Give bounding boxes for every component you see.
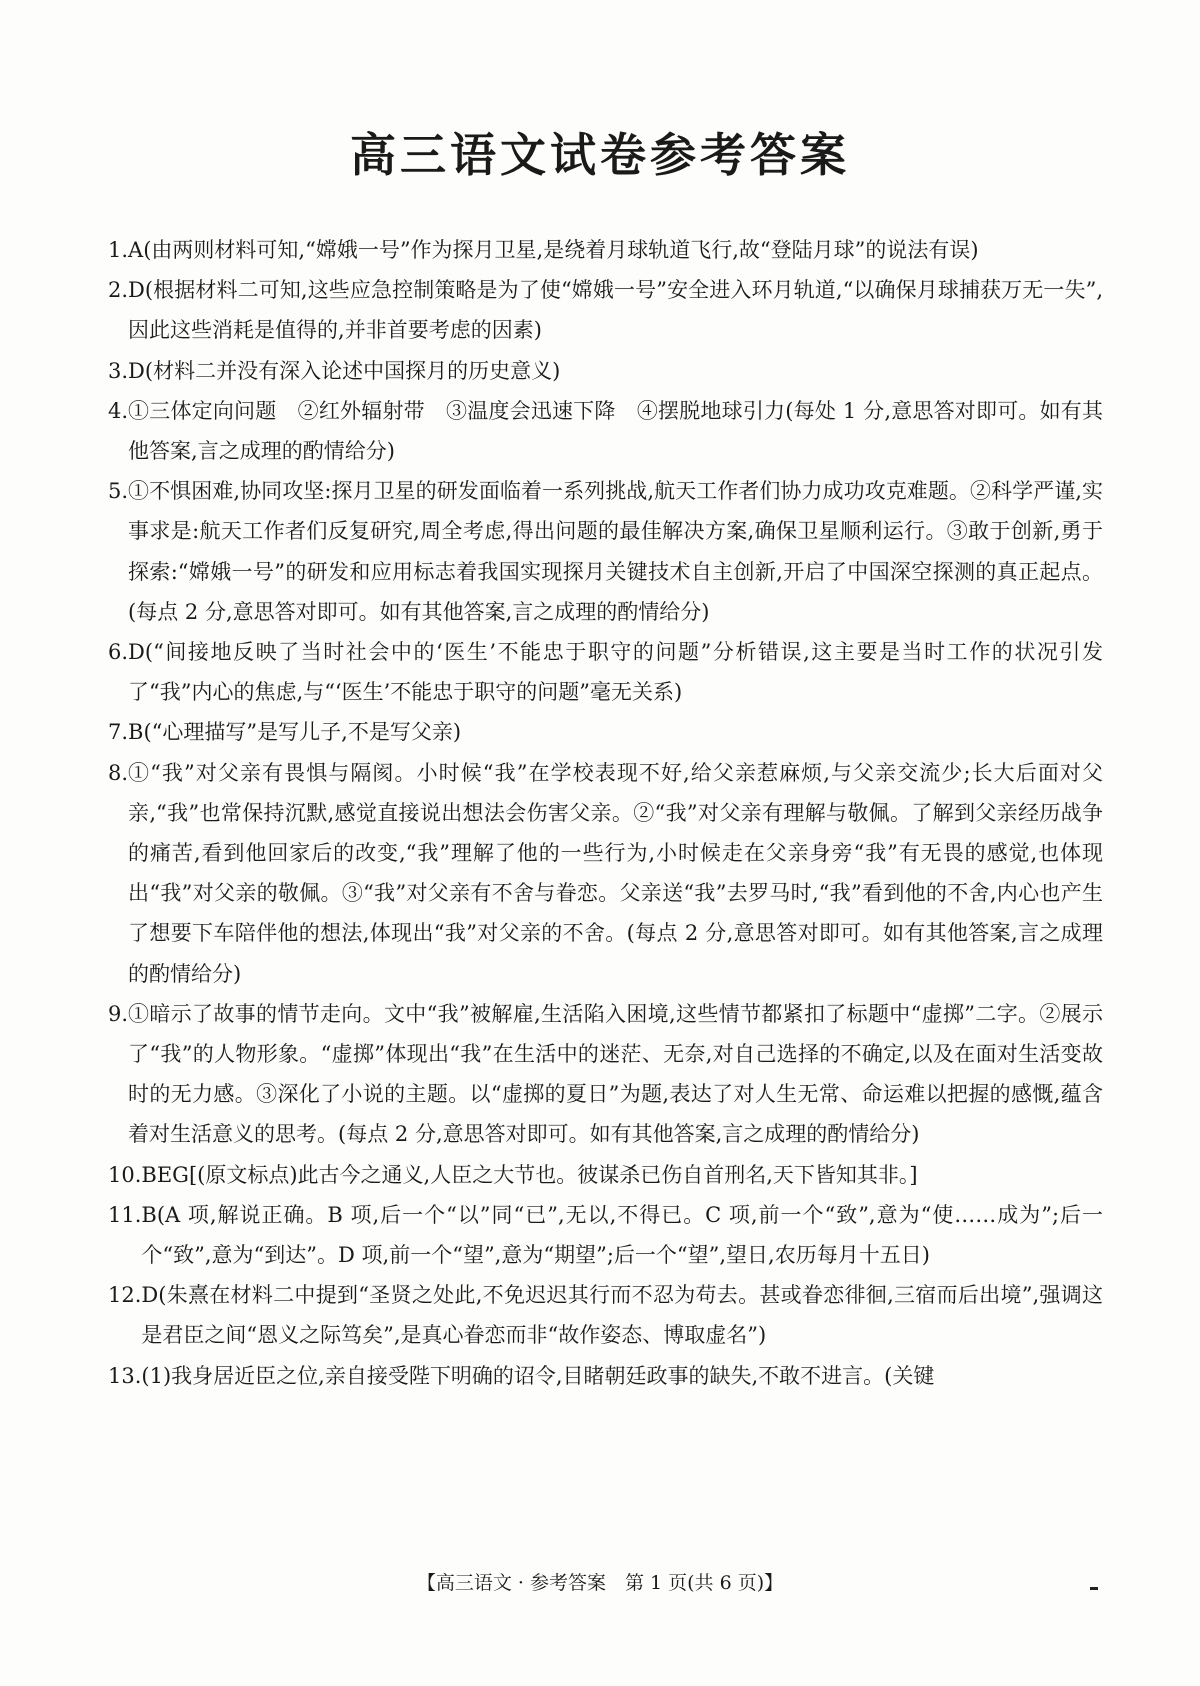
answer-number: 1. [108,238,129,262]
answer-item [108,753,1103,994]
answer-item [108,994,1103,1155]
answer-number: 13. [108,1363,142,1388]
answer-item [108,712,1103,752]
answer-text: D(朱熹在材料二中提到“圣贤之处此,不免迟迟其行而不忍为苟去。甚或眷恋徘徊,三宿而后出境”,强调这是君臣之间“恩义之际笃矣”,是真心眷恋而非“故作姿态、博取虚名”) [141,1283,1103,1348]
answer-text: D(“间接地反映了当时社会中的‘医生’不能忠于职守的问题”分析错误,这主要是当时工作的状况引发了“我”内心的焦虑,与“‘医生’不能忠于职守的问题”毫无关系) [128,640,1103,705]
answer-item [108,1275,1103,1355]
answer-text: ①“我”对父亲有畏惧与隔阂。小时候“我”在学校表现不好,给父亲惹麻烦,与父亲交流少;长大后面对父亲,“我”也常保持沉默,感觉直接说出想法会伤害父亲。②“我”对父亲有理解与敬佩。了解到父亲经历战争的痛苦,看到他回家后的改变,“我”理解了他的一些行为,小时候走在父亲身旁“我”有无畏的感觉,也体现出“我”对父亲的敬佩。③“我”对父亲有不舍与眷恋。父亲送“我”去罗马时,“我”看到他的不舍,内心也产生了想要下车陪伴他的想法,体现出“我”对父亲的不舍。(每点 2 分,意思答对即可。如有其他答案,言之成理的酌情给分) [128,760,1103,986]
answer-item [108,1356,1103,1396]
answer-text: ①三体定向问题 ②红外辐射带 ③温度会迅速下降 ④摆脱地球引力(每处 1 分,意思答对即可。如有其他答案,言之成理的酌情给分) [128,398,1103,464]
answer-number: 6. [108,640,129,665]
answer-text: ①暗示了故事的情节走向。文中“我”被解雇,生活陷入困境,这些情节都紧扣了标题中“虚掷”二字。②展示了“我”的人物形象。“虚掷”体现出“我”在生活中的迷茫、无奈,对自己选择的不确定,以及在面对生活变故时的无力感。③深化了小说的主题。以“虚掷的夏日”为题,表达了对人生无常、命运难以把握的感慨,蕴含着对生活意义的思考。(每点 2 分,意思答对即可。如有其他答案,言之成理的酌情给分) [128,1001,1103,1147]
answer-text: ①不惧困难,协同攻坚:探月卫星的研发面临着一系列挑战,航天工作者们协力成功攻克难题。②科学严谨,实事求是:航天工作者们反复研究,周全考虑,得出问题的最佳解决方案,确保卫星顺利运行。③敢于创新,勇于探索:“嫦娥一号”的研发和应用标志着我国实现探月关键技术自主创新,开启了中国深空探测的真正起点。(每点 2 分,意思答对即可。如有其他答案,言之成理的酌情给分) [128,479,1103,624]
answer-text: B(“心理描写”是写儿子,不是写父亲) [128,720,462,745]
answer-number: 7. [108,720,129,745]
answer-number: 12. [108,1283,142,1308]
answer-text: D(根据材料二可知,这些应急控制策略是为了使“嫦娥一号”安全进入环月轨道,“以确保月球捕获万无一失”,因此这些消耗是值得的,并非首要考虑的因素) [128,278,1103,343]
answer-number: 11. [108,1202,142,1227]
answer-item [108,471,1103,632]
page-title: 高三语文试卷参考答案 [350,128,850,182]
answer-number: 2. [108,278,129,303]
answer-text: BEG[(原文标点)此古今之通义,人臣之大节也。彼谋杀已伤自首刑名,天下皆知其非。] [141,1162,918,1187]
answer-item [108,632,1103,712]
answer-number: 9. [108,1001,129,1026]
answer-text: B(A 项,解说正确。B 项,后一个“以”同“已”,无以,不得已。C 项,前一个“致”,意为“使……成为”;后一个“致”,意为“到达”。D 项,前一个“望”,意为“期望”;后一个“望”,望日,农历每月十五日) [141,1202,1103,1268]
corner-mark [1090,1587,1098,1590]
answer-number: 5. [108,479,129,504]
answer-item [108,1155,1103,1195]
answer-text: (1)我身居近臣之位,亲自接受陛下明确的诏令,目睹朝廷政事的缺失,不敢不进言。(关键 [141,1363,935,1388]
answer-list [108,230,1103,1396]
answer-item [108,351,1103,391]
answer-text: D(材料二并没有深入论述中国探月的历史意义) [128,358,561,383]
answer-number: 4. [108,398,129,423]
answer-number: 3. [108,358,129,383]
page-footer: 【高三语文 · 参考答案 第 1 页(共 6 页)】 [416,1572,784,1594]
answer-number: 8. [108,760,129,785]
answer-text: A(由两则材料可知,“嫦娥一号”作为探月卫星,是绕着月球轨道飞行,故“登陆月球”的说法有误) [128,238,979,262]
answer-number: 10. [108,1162,142,1187]
answer-item [108,391,1103,471]
answer-item [108,270,1103,350]
answer-item [108,1195,1103,1275]
answer-item [108,230,1103,270]
